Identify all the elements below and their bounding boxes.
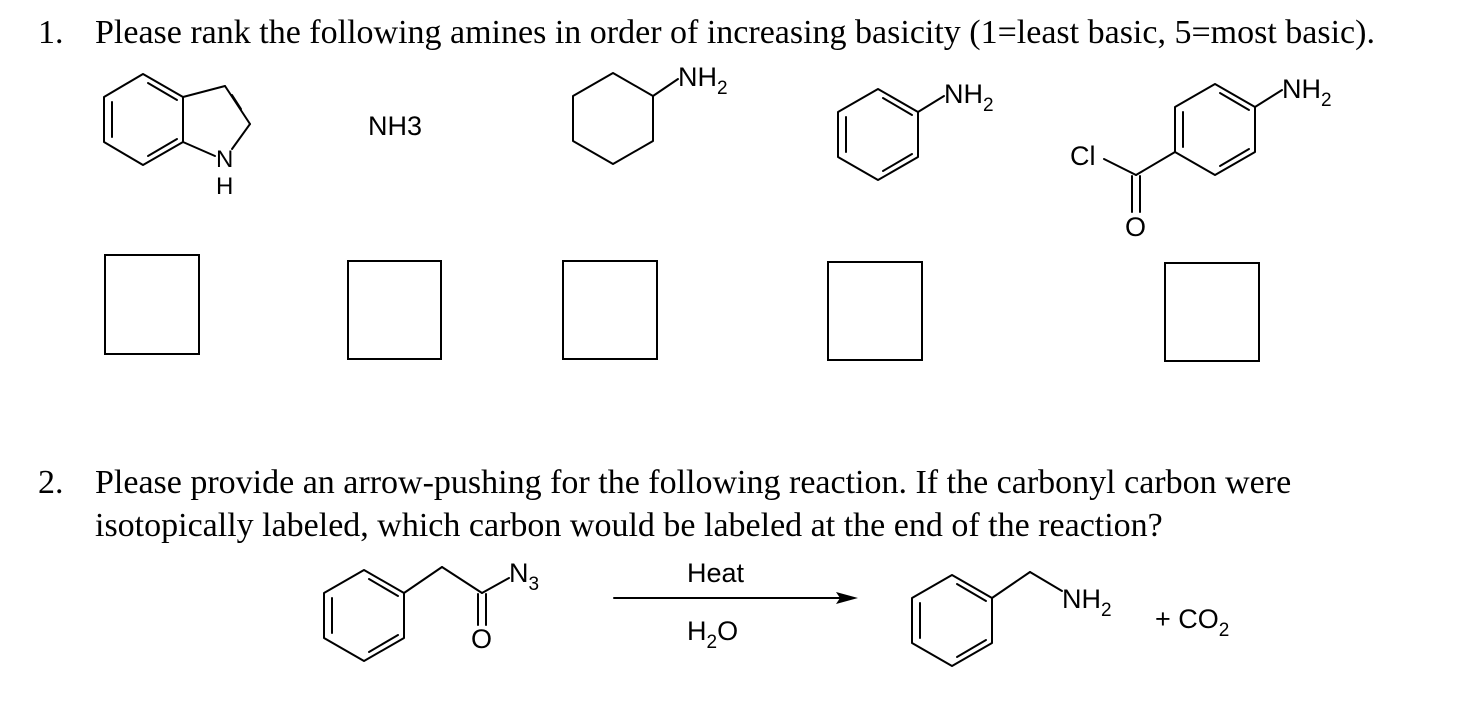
condition-water-subscript: 2 xyxy=(706,632,718,653)
condition-water-o: O xyxy=(717,616,739,646)
byproduct-co2: + CO xyxy=(1155,604,1219,634)
ammonia-label: NH3 xyxy=(368,111,423,141)
question-2-text-line-1: Please provide an arrow-pushing for the following reaction. If the carbonyl carbon were xyxy=(95,464,1292,501)
svg-text:+ CO2 xyxy=(1155,604,1229,641)
aromatic-amine-subscript: 2 xyxy=(983,95,994,116)
svg-text:N3 xyxy=(509,558,539,595)
acyl-chloride-o-label: O xyxy=(1125,212,1147,242)
question-2-text-line-2: isotopically labeled, which carbon would be labeled at the end of the reaction? xyxy=(95,507,1163,544)
cyclohexylamine-nh-label: NH xyxy=(678,62,717,92)
byproduct-subscript: 2 xyxy=(1218,620,1230,641)
reactant-o-label: O xyxy=(471,624,493,654)
indole-h-label: H xyxy=(216,173,234,200)
svg-text:NH2 xyxy=(1062,584,1112,621)
acyl-amine-nh-label: NH xyxy=(1282,74,1321,104)
azide-n-label: N xyxy=(509,558,529,588)
condition-heat: Heat xyxy=(687,558,745,588)
aromatic-amine-nh-label: NH xyxy=(944,79,983,109)
question-1-number: 1. xyxy=(38,14,64,51)
condition-water-h: H xyxy=(687,616,707,646)
question-1-text: Please rank the following amines in order of increasing basicity (1=least basic, 5=most basic). xyxy=(95,14,1375,51)
reaction-arrow xyxy=(614,592,858,604)
question-2-number: 2. xyxy=(38,464,64,501)
azide-subscript: 3 xyxy=(528,574,540,595)
indole-n-label: N xyxy=(216,146,234,173)
acyl-chloride-cl-label: Cl xyxy=(1070,141,1096,171)
svg-text:H2O xyxy=(687,616,738,653)
cyclohexylamine-subscript: 2 xyxy=(717,78,728,99)
acyl-amine-subscript: 2 xyxy=(1321,90,1332,111)
product-subscript: 2 xyxy=(1101,600,1112,621)
amine-product xyxy=(912,572,1112,666)
product-nh-label: NH xyxy=(1062,584,1101,614)
acyl-azide-reactant xyxy=(324,558,539,661)
